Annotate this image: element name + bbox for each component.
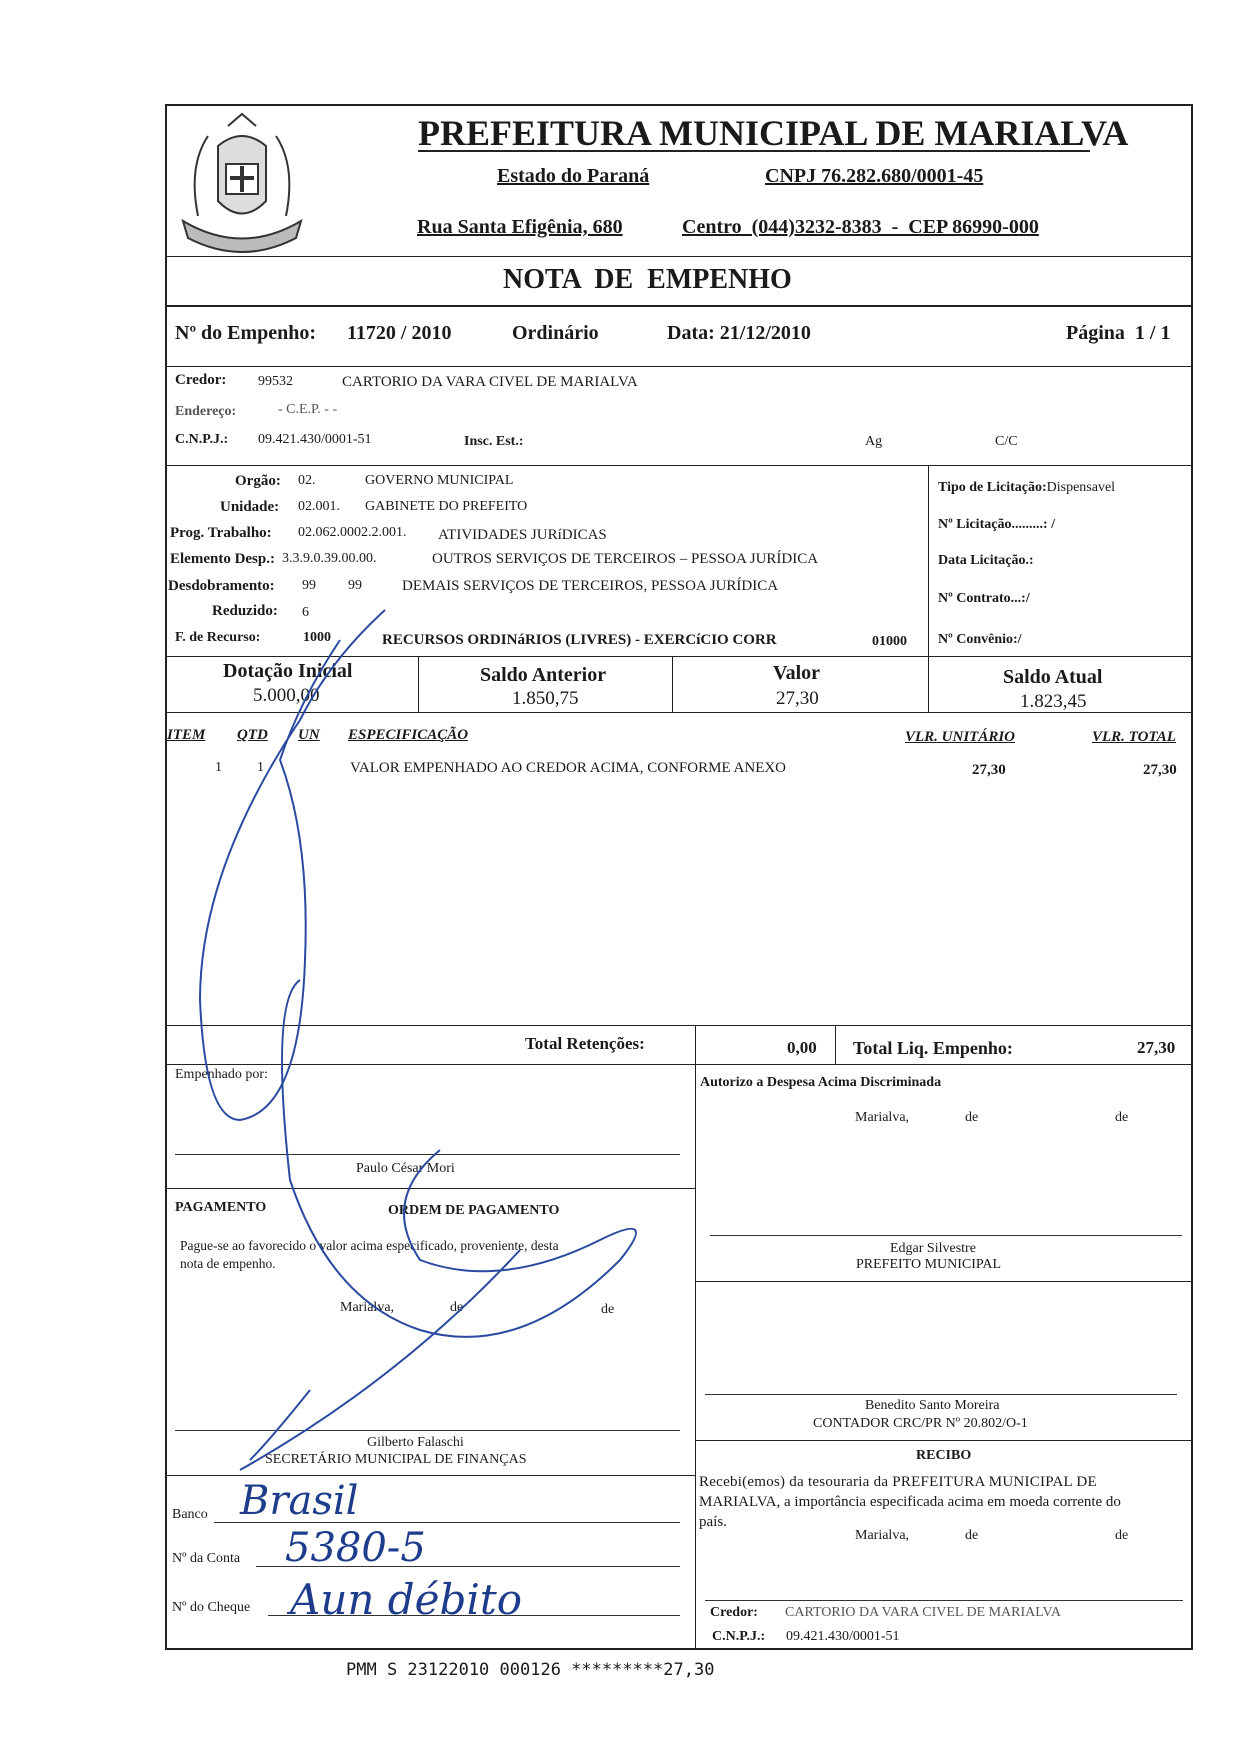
gilberto-falaschi: Gilberto Falaschi — [367, 1435, 464, 1450]
recurso-label: F. de Recurso: — [175, 630, 261, 645]
desd-code-1: 99 — [302, 578, 316, 593]
recurso-code: 1000 — [303, 630, 331, 645]
insc-label: Insc. Est.: — [464, 434, 524, 449]
contador-crc: CONTADOR CRC/PR Nº 20.802/O-1 — [813, 1416, 1028, 1431]
col-un: UN — [298, 727, 320, 743]
doc-title: NOTA DE EMPENHO — [503, 264, 792, 295]
empenhado-por-label: Empenhado por: — [175, 1067, 268, 1082]
recibo-line-2: MARIALVA, a importância especificada acima em moeda corrente do — [699, 1494, 1121, 1510]
marialva-right-1: Marialva, — [855, 1110, 910, 1125]
row-vlr-unitario: 27,30 — [972, 762, 1006, 778]
de-right-1: de — [965, 1110, 979, 1125]
saldo-anterior-value: 1.850,75 — [512, 688, 579, 709]
header-title: PREFEITURA MUNICIPAL DE MARIALVA — [418, 113, 1129, 153]
pague-se-line-1: Pague-se ao favorecido o valor acima especificado, proveniente, desta — [180, 1238, 559, 1253]
conta-handwritten: 5380-5 — [285, 1525, 426, 1571]
recibo-title: RECIBO — [916, 1448, 972, 1463]
elem-label: Elemento Desp.: — [170, 551, 275, 567]
paulo-cesar-mori: Paulo César Mori — [356, 1161, 455, 1176]
de-left-1: de — [450, 1300, 464, 1315]
reduzido-value: 6 — [302, 605, 309, 620]
empenho-label: Nº do Empenho: — [175, 322, 317, 344]
header-address: Centro (044)3232-8383 - CEP 86990-000 — [682, 216, 1039, 238]
unidade-code: 02.001. — [298, 499, 340, 514]
autorizo-label: Autorizo a Despesa Acima Discriminada — [700, 1075, 942, 1090]
pagamento-label: PAGAMENTO — [175, 1200, 267, 1215]
saldo-anterior-label: Saldo Anterior — [480, 664, 607, 686]
data-licitacao: Data Licitação.: — [938, 553, 1034, 568]
header-state: Estado do Paraná — [497, 165, 650, 187]
credor-name: CARTORIO DA VARA CIVEL DE MARIALVA — [342, 374, 638, 390]
valor-label: Valor — [773, 662, 821, 684]
col-item: ITEM — [167, 727, 206, 743]
desd-label: Desdobramento: — [168, 578, 275, 594]
elem-name: OUTROS SERVIÇOS DE TERCEIROS – PESSOA JURÍDICA — [432, 551, 819, 567]
edgar-silvestre: Edgar Silvestre — [890, 1241, 976, 1256]
credor-cnpj-value: 09.421.430/0001-51 — [258, 432, 372, 447]
valor-value: 27,30 — [776, 688, 819, 709]
empenho-date: Data: 21/12/2010 — [667, 322, 811, 344]
recibo-cnpj-value: 09.421.430/0001-51 — [786, 1629, 900, 1644]
empenho-number: 11720 / 2010 — [347, 322, 452, 344]
col-vlr-unitario: VLR. UNITÁRIO — [905, 729, 1016, 745]
endereco-label: Endereço: — [175, 404, 237, 419]
cheque-handwritten: Aun débito — [290, 1575, 523, 1624]
header-cnpj: CNPJ 76.282.680/0001-45 — [765, 165, 984, 187]
numero-convenio: Nº Convênio:/ — [938, 632, 1022, 647]
secretario-financas: SECRETÁRIO MUNICIPAL DE FINANÇAS — [265, 1452, 527, 1467]
credor-label: Credor: — [175, 372, 227, 388]
unidade-name: GABINETE DO PREFEITO — [365, 499, 528, 514]
ag-label: Ag — [865, 434, 883, 449]
recurso-number: 01000 — [872, 634, 907, 649]
recibo-line-3: país. — [699, 1514, 727, 1530]
total-liq-label: Total Liq. Empenho: — [853, 1038, 1013, 1058]
orgao-label: Orgão: — [235, 473, 281, 489]
numero-licitacao: Nº Licitação.........: / — [938, 517, 1055, 532]
row-qtd: 1 — [257, 760, 264, 775]
tipo-licitacao-label: Tipo de Licitação: — [938, 480, 1047, 495]
tipo-licitacao-value: Dispensavel — [1046, 480, 1116, 495]
orgao-code: 02. — [298, 473, 316, 488]
prog-label: Prog. Trabalho: — [170, 525, 272, 541]
desd-code-2: 99 — [348, 578, 362, 593]
row-vlr-total: 27,30 — [1143, 762, 1177, 778]
row-item: 1 — [215, 760, 222, 775]
cheque-label: Nº do Cheque — [172, 1600, 251, 1615]
numero-contrato: Nº Contrato...:/ — [938, 591, 1030, 606]
de-left-2: de — [601, 1302, 615, 1317]
elem-code: 3.3.9.0.39.00.00. — [282, 551, 377, 566]
desd-name: DEMAIS SERVIÇOS DE TERCEIROS, PESSOA JURÍDICA — [402, 578, 779, 594]
de-right-3: de — [965, 1528, 979, 1543]
prog-code: 02.062.0002.2.001. — [298, 525, 407, 540]
recibo-line-1: Recebi(emos) da tesouraria da PREFEITURA MUNICIPAL DE — [699, 1474, 1097, 1490]
benedito-santo-moreira: Benedito Santo Moreira — [865, 1398, 1000, 1413]
endereco-value: - C.E.P. - - — [278, 402, 338, 417]
recibo-cnpj-label: C.N.P.J.: — [712, 1629, 766, 1644]
page-number: Página 1 / 1 — [1066, 322, 1171, 344]
credor-cnpj-label: C.N.P.J.: — [175, 432, 229, 447]
credor-code: 99532 — [258, 374, 293, 389]
unidade-label: Unidade: — [220, 499, 280, 515]
saldo-atual-value: 1.823,45 — [1020, 691, 1087, 712]
prefeito-municipal: PREFEITO MUNICIPAL — [856, 1257, 1002, 1272]
marialva-left: Marialva, — [340, 1300, 395, 1315]
banco-handwritten: Brasil — [240, 1478, 359, 1524]
conta-label: Nº da Conta — [172, 1551, 241, 1566]
col-vlr-total: VLR. TOTAL — [1092, 729, 1176, 745]
banco-label: Banco — [172, 1507, 208, 1522]
marialva-right-2: Marialva, — [855, 1528, 910, 1543]
saldo-atual-label: Saldo Atual — [1003, 666, 1103, 688]
bottom-stamp: PMM S 23122010 000126 *********27,30 — [346, 1660, 715, 1680]
total-retencoes-label: Total Retenções: — [525, 1034, 645, 1053]
total-retencoes-value: 0,00 — [787, 1038, 817, 1057]
col-especificacao: ESPECIFICAÇÃO — [348, 727, 469, 743]
row-especificacao: VALOR EMPENHADO AO CREDOR ACIMA, CONFORME ANEXO — [350, 760, 787, 776]
recibo-credor-label: Credor: — [710, 1605, 758, 1620]
cc-label: C/C — [995, 434, 1018, 449]
pague-se-line-2: nota de empenho. — [180, 1256, 276, 1271]
recibo-credor-name: CARTORIO DA VARA CIVEL DE MARIALVA — [785, 1605, 1061, 1620]
de-right-2: de — [1115, 1110, 1129, 1125]
reduzido-label: Reduzido: — [212, 603, 278, 619]
total-liq-value: 27,30 — [1137, 1038, 1176, 1057]
prog-name: ATIVIDADES JURíDICAS — [438, 527, 607, 543]
col-qtd: QTD — [237, 727, 268, 743]
dotacao-value: 5.000,00 — [253, 685, 320, 706]
dotacao-label: Dotação Inicial — [223, 660, 353, 682]
ordem-pagamento-label: ORDEM DE PAGAMENTO — [388, 1203, 560, 1218]
empenho-type: Ordinário — [512, 322, 599, 344]
recurso-name: RECURSOS ORDINáRIOS (LIVRES) - EXERCíCIO CORR — [382, 632, 777, 648]
de-right-4: de — [1115, 1528, 1129, 1543]
orgao-name: GOVERNO MUNICIPAL — [365, 473, 514, 488]
header-street: Rua Santa Efigênia, 680 — [417, 216, 623, 238]
